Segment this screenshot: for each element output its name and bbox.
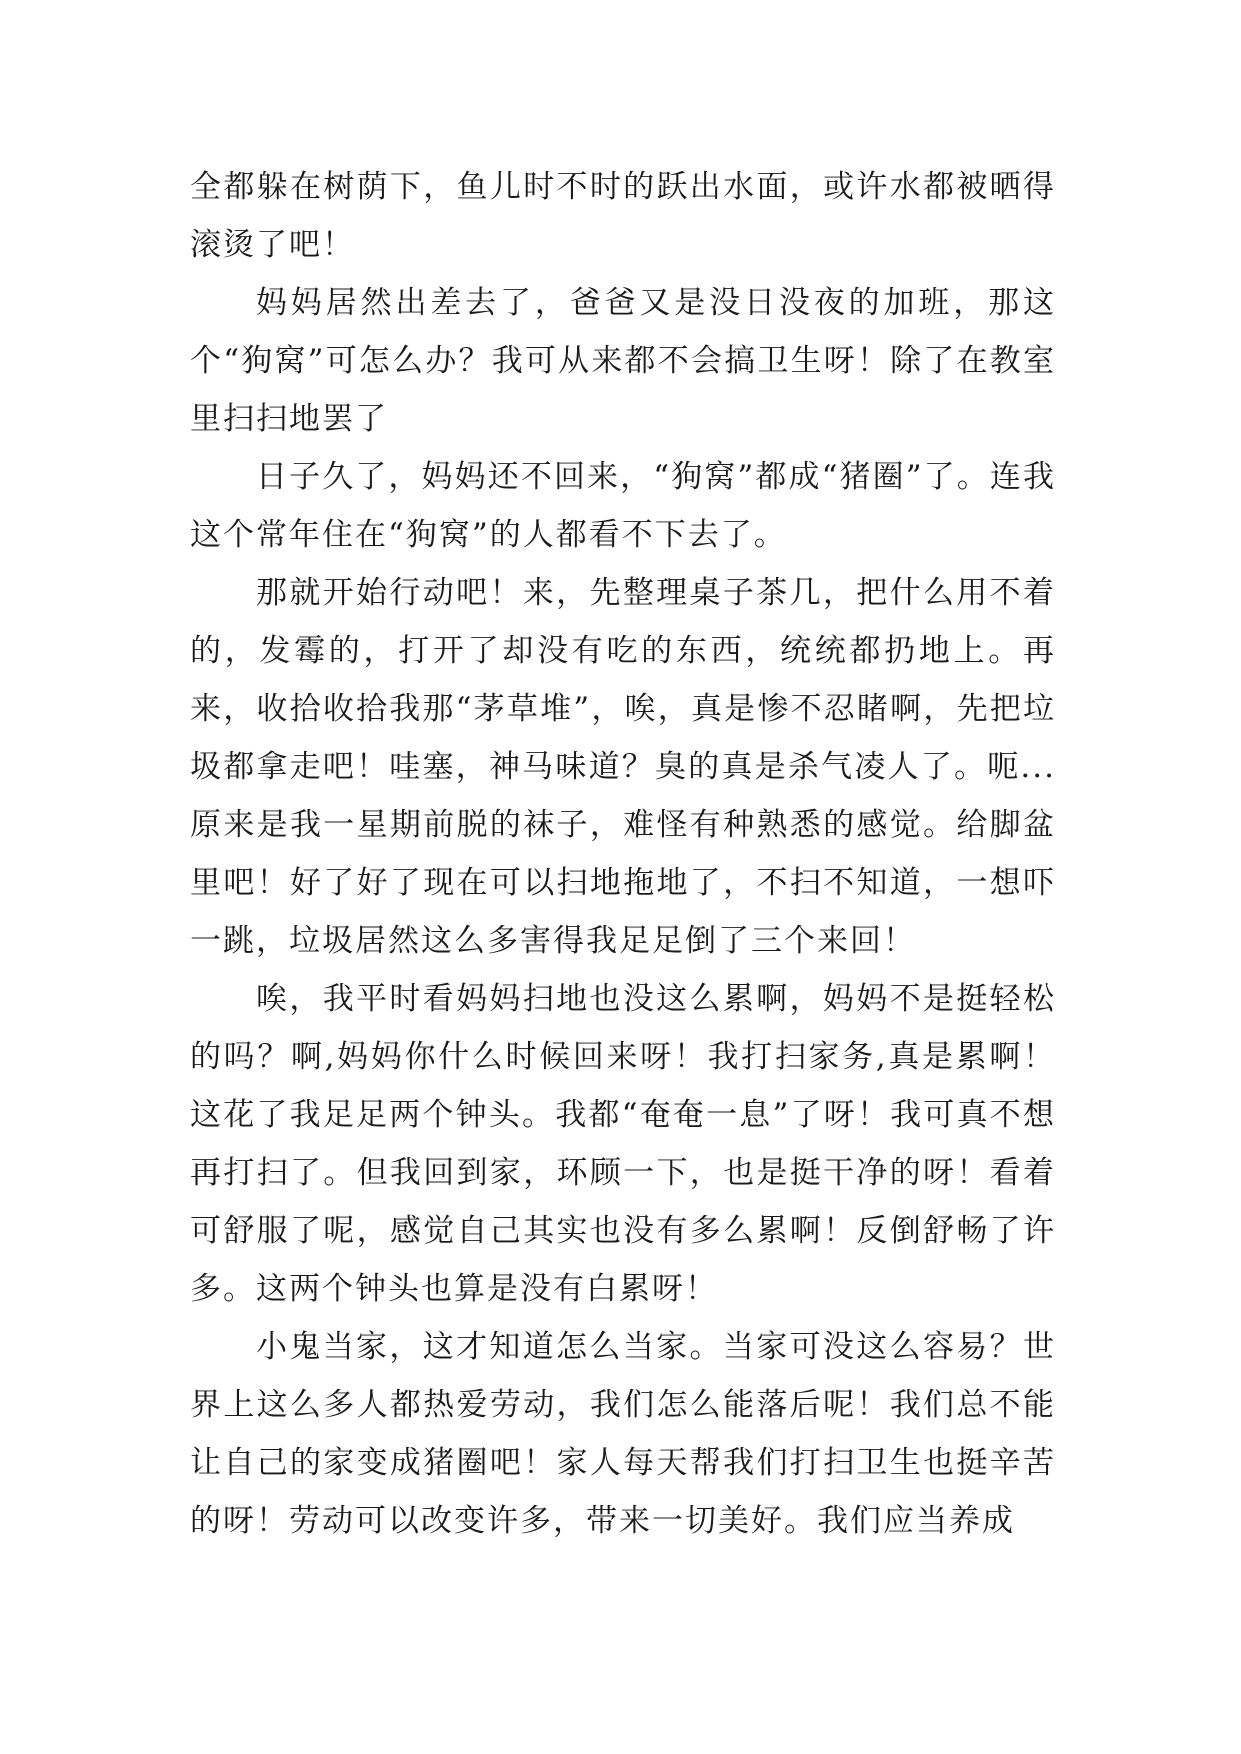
paragraph: 那就开始行动吧！来，先整理桌子茶几，把什么用不着的，发霉的，打开了却没有吃的东西，统统都扔地上。再来，收拾收拾我那“茅草堆”，唉，真是惨不忍睹啊，先把垃圾都拿走吧！哇塞，神马味道？臭的真是杀气凌人了。呃...原来是我一星期前脱的袜子，难怪有种熟悉的感觉。给脚盆里吧！好了好了现在可以扫地拖地了，不扫不知道，一想吓一跳，垃圾居然这么多害得我足足倒了三个来回！ xyxy=(190,575,1056,959)
body-text xyxy=(190,158,1056,1550)
paragraph: 小鬼当家，这才知道怎么当家。当家可没这么容易？世界上这么多人都热爱劳动，我们怎么能落后呢！我们总不能让自己的家变成猪圈吧！家人每天帮我们打扫卫生也挺辛苦的呀！劳动可以改变许多，带来一切美好。我们应当养成 xyxy=(190,1329,1056,1539)
paragraph: 唉，我平时看妈妈扫地也没这么累啊，妈妈不是挺轻松的吗？啊,妈妈你什么时候回来呀！我打扫家务,真是累啊！这花了我足足两个钟头。我都“奄奄一息”了呀！我可真不想再打扫了。但我回到家，环顾一下，也是挺干净的呀！看着可舒服了呢，感觉自己其实也没有多么累啊！反倒舒畅了许多。这两个钟头也算是没有白累呀！ xyxy=(190,981,1056,1307)
paragraph-continued: 全都躲在树荫下，鱼儿时不时的跃出水面，或许水都被晒得滚烫了吧！ xyxy=(190,169,1056,263)
paragraph: 妈妈居然出差去了，爸爸又是没日没夜的加班，那这个“狗窝”可怎么办？我可从来都不会搞卫生呀！除了在教室里扫扫地罢了 xyxy=(190,285,1056,437)
paragraph: 日子久了，妈妈还不回来，“狗窝”都成“猪圈”了。连我这个常年住在“狗窝”的人都看不下去了。 xyxy=(190,459,1056,553)
